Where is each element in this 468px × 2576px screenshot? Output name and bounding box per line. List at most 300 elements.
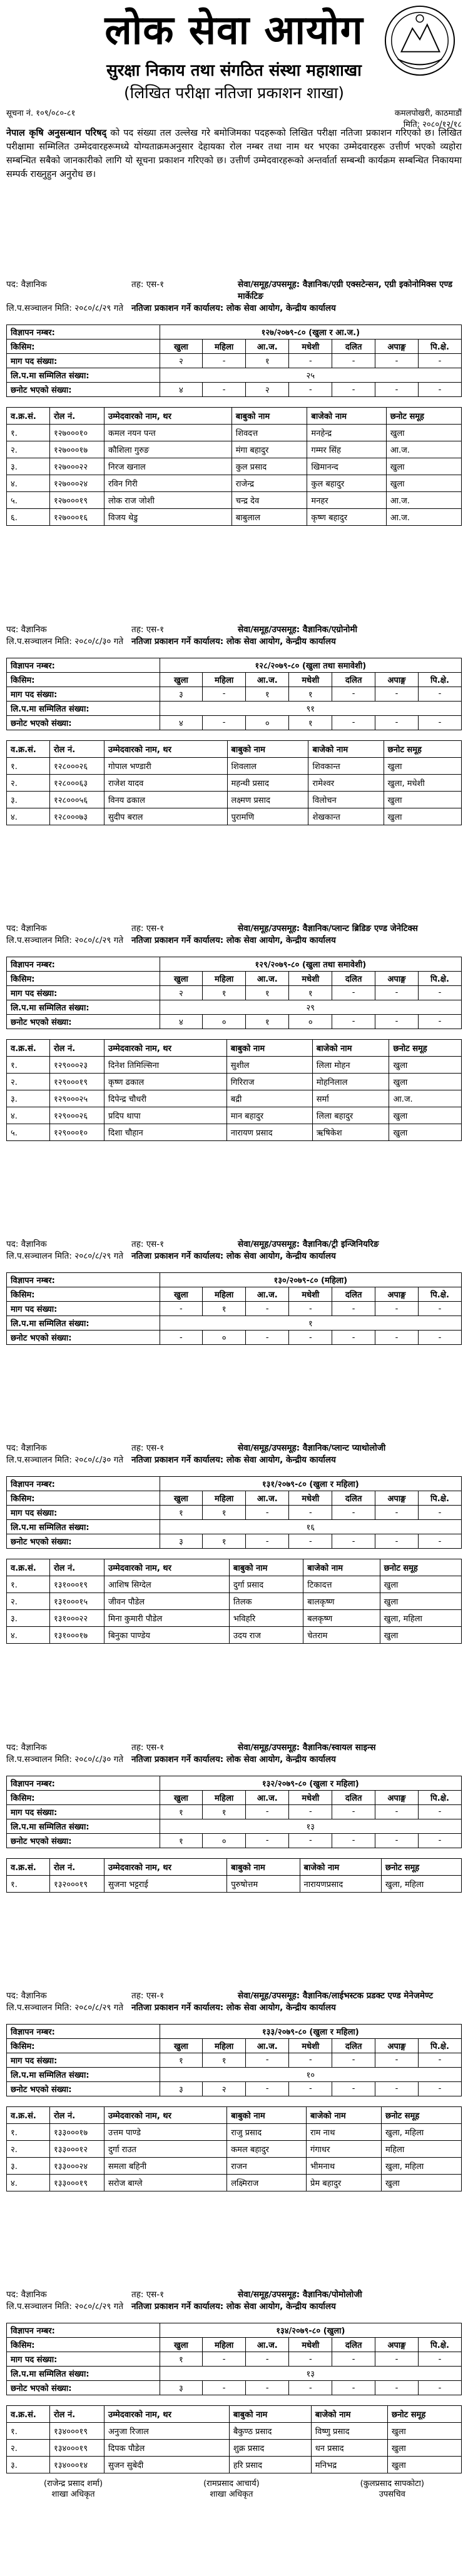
grandfather-cell: राजु प्रसाद xyxy=(227,2123,307,2140)
passed-label: छनोट भएको संख्या: xyxy=(7,1014,160,1029)
table-row xyxy=(7,441,462,458)
ad-number-label: विज्ञापन नम्बर: xyxy=(7,2323,160,2338)
passed-value: - xyxy=(418,1534,461,1549)
name-cell: आशिष सिग्देल xyxy=(104,1576,230,1593)
father-cell: विलोचन xyxy=(308,791,384,808)
passed-value: - xyxy=(332,715,375,730)
attended-value: १३ xyxy=(160,2367,461,2381)
passed-value: - xyxy=(246,1534,289,1549)
passed-row xyxy=(7,1014,462,1029)
roll-cell: १३१०००१५ xyxy=(50,1593,104,1610)
group-cell: खुला xyxy=(389,1107,462,1124)
col-group: छनोट समूह xyxy=(387,2406,461,2423)
category-header: दलित xyxy=(332,340,375,354)
group-cell: महिला xyxy=(381,2140,461,2157)
passed-value: ४ xyxy=(160,1014,203,1029)
father-cell: नारायणप्रसाद xyxy=(300,1875,381,1892)
col-grandfather: बाबुको नाम xyxy=(227,740,308,757)
roll-cell: १३३०००२४ xyxy=(50,2157,104,2174)
result-office-field: नतिजा प्रकाशन गर्ने कार्यालय: लोक सेवा आयोग, केन्द्रीय कार्यालय xyxy=(131,1251,336,1261)
roll-cell: १२७०००१० xyxy=(50,425,104,441)
roll-cell: १३१०००२२ xyxy=(50,1610,104,1627)
category-header: दलित xyxy=(332,1491,375,1506)
service-field: सेवा/समूह/उपसमूह: वैज्ञानिक/स्वायल साइन्स xyxy=(238,1742,376,1753)
group-cell: आ.ज. xyxy=(389,1090,462,1107)
father-cell: विष्णु प्रसाद xyxy=(311,2423,387,2440)
posts-label: माग पद संख्या: xyxy=(7,354,160,368)
category-header: महिला xyxy=(203,340,246,354)
candidate-header-row xyxy=(7,1858,462,1875)
category-header: आ.ज. xyxy=(246,971,289,985)
passed-value: - xyxy=(289,1331,332,1345)
passed-value: - xyxy=(289,2081,332,2096)
attended-row xyxy=(7,368,462,383)
serial-cell: ३. xyxy=(7,2457,50,2473)
roll-cell: १२७०००२४ xyxy=(50,475,104,492)
serial-cell: १. xyxy=(7,2123,50,2140)
col-name: उम्मेदवारको नाम, थर xyxy=(104,740,228,757)
result-office-field: नतिजा प्रकाशन गर्ने कार्यालय: लोक सेवा आयोग, केन्द्रीय कार्यालय xyxy=(131,2002,336,2013)
father-cell: राम नाथ xyxy=(307,2123,382,2140)
col-serial: व.क्र.सं. xyxy=(7,1858,50,1875)
grandfather-cell: उदय राज xyxy=(229,1627,303,1644)
father-cell: शेखकान्त xyxy=(308,808,384,825)
result-office-field: नतिजा प्रकाशन गर्ने कार्यालय: लोक सेवा आयोग, केन्द्रीय कार्यालय xyxy=(131,636,336,647)
posts-value: - xyxy=(418,1302,461,1316)
exam-info-line xyxy=(6,1754,462,1766)
posts-value: - xyxy=(289,1506,332,1520)
posts-value: - xyxy=(203,2352,246,2367)
passed-label: छनोट भएको संख्या: xyxy=(7,2381,160,2395)
posts-value: - xyxy=(246,1302,289,1316)
ad-number-row xyxy=(7,2323,462,2338)
category-header: पि.क्षे. xyxy=(418,1287,461,1302)
post-info-line xyxy=(6,1442,462,1454)
exam-info-line xyxy=(6,1250,462,1262)
group-cell: खुला xyxy=(386,458,461,475)
grandfather-cell: राजन xyxy=(227,2157,307,2174)
passed-value: ३ xyxy=(160,2381,203,2395)
posts-row xyxy=(7,354,462,368)
grandfather-cell: मंगा बहादुर xyxy=(231,441,307,458)
passed-value: २ xyxy=(246,383,289,397)
vacancy-table xyxy=(6,658,462,730)
category-header: मधेशी xyxy=(289,2038,332,2053)
result-office-field: नतिजा प्रकाशन गर्ने कार्यालय: लोक सेवा आयोग, केन्द्रीय कार्यालय xyxy=(131,303,336,314)
name-cell: विजय थेडु xyxy=(104,509,232,526)
table-row xyxy=(7,808,462,825)
roll-cell: १२९०००२३ xyxy=(50,1056,104,1073)
posts-value: १ xyxy=(160,1506,203,1520)
name-cell: सुजन सुबेदी xyxy=(104,2457,230,2473)
grandfather-cell: सुशील xyxy=(226,1056,312,1073)
exam-info-line xyxy=(6,2301,462,2313)
posts-value: - xyxy=(289,1804,332,1819)
col-group: छनोट समूह xyxy=(389,1039,462,1056)
vacancy-table xyxy=(6,2024,462,2096)
roll-cell: १३२०००१९ xyxy=(50,1875,104,1892)
father-cell: मनहेन्द्र xyxy=(307,425,386,441)
group-cell: खुला xyxy=(380,1627,461,1644)
candidate-header-row xyxy=(7,740,462,757)
attended-label: लि.प.मा सम्मिलित संख्या: xyxy=(7,1520,160,1534)
name-cell: दिपेन्द्र चौधरी xyxy=(104,1090,227,1107)
candidate-header-row xyxy=(7,1559,462,1576)
passed-value: - xyxy=(418,715,461,730)
father-cell: मनिभद्र xyxy=(311,2457,387,2473)
posts-value: - xyxy=(375,1506,419,1520)
name-cell: निरज खनाल xyxy=(104,458,232,475)
attended-row xyxy=(7,1819,462,1833)
result-office-field: नतिजा प्रकाशन गर्ने कार्यालय: लोक सेवा आयोग, केन्द्रीय कार्यालय xyxy=(131,1455,336,1466)
group-cell: खुला xyxy=(386,475,461,492)
name-cell: जीवन पौडेल xyxy=(104,1593,230,1610)
passed-value: - xyxy=(289,2381,332,2395)
posts-row xyxy=(7,985,462,1000)
passed-value: ० xyxy=(289,1014,332,1029)
passed-value: ० xyxy=(203,1833,246,1848)
result-section xyxy=(6,1742,462,1893)
category-header: मधेशी xyxy=(289,971,332,985)
roll-cell: १२८०००५६ xyxy=(50,791,104,808)
level-field: तह: एस-१ xyxy=(131,279,165,290)
father-cell: शिवकान्त xyxy=(308,757,384,774)
serial-cell: २. xyxy=(7,774,50,791)
grandfather-cell: तिलक xyxy=(229,1593,303,1610)
passed-row xyxy=(7,1331,462,1345)
col-group: छनोट समूह xyxy=(384,740,461,757)
col-group: छनोट समूह xyxy=(380,1559,461,1576)
table-row xyxy=(7,2174,462,2191)
col-name: उम्मेदवारको नाम, थर xyxy=(104,2406,230,2423)
passed-row xyxy=(7,2081,462,2096)
category-header: पि.क्षे. xyxy=(418,672,461,687)
vacancy-table xyxy=(6,1476,462,1549)
posts-value: २ xyxy=(160,985,203,1000)
father-cell: मोहनिलाल xyxy=(312,1073,389,1090)
father-cell: धन प्रसाद xyxy=(311,2440,387,2457)
passed-value: - xyxy=(418,2381,461,2395)
intro-org: नेपाल कृषि अनुसन्धान परिषद् xyxy=(6,128,107,138)
father-cell: मनहर xyxy=(307,492,386,509)
name-cell: मिना कुमारी पौडेल xyxy=(104,1610,230,1627)
passed-value: - xyxy=(418,383,461,397)
roll-cell: १२७०००१६ xyxy=(50,509,104,526)
table-row xyxy=(7,425,462,441)
grandfather-cell: चन्द्र देव xyxy=(231,492,307,509)
signatory-name: (राजेन्द्र प्रसाद शर्मा) xyxy=(44,2479,103,2488)
category-header: दलित xyxy=(332,672,375,687)
category-header: महिला xyxy=(203,1287,246,1302)
ad-number-row xyxy=(7,2024,462,2038)
name-cell: प्रदिप थापा xyxy=(104,1107,227,1124)
passed-value: - xyxy=(375,1833,419,1848)
post-field: पद: वैज्ञानिक xyxy=(6,624,47,635)
col-roll: रोल नं. xyxy=(50,2406,104,2423)
posts-value: २ xyxy=(160,354,203,368)
group-cell: खुला, मधेशी xyxy=(384,774,461,791)
name-cell: सुजना भट्टराई xyxy=(104,1875,227,1892)
serial-cell: ३. xyxy=(7,791,50,808)
ad-number-value: १३१/२०७९-८० (खुला र महिला) xyxy=(160,1477,461,1491)
category-header: खुला xyxy=(160,1287,203,1302)
category-header: पि.क्षे. xyxy=(418,340,461,354)
table-row xyxy=(7,1875,462,1892)
passed-label: छनोट भएको संख्या: xyxy=(7,715,160,730)
posts-value: - xyxy=(289,2352,332,2367)
group-cell: खुला xyxy=(384,791,461,808)
roll-cell: १२९०००२५ xyxy=(50,1090,104,1107)
father-cell: भीमनाथ xyxy=(307,2157,382,2174)
name-cell: सुदीप बराल xyxy=(104,808,228,825)
exam-date-field: लि.प.सञ्चालन मिति: २०८०/८/२९ गते xyxy=(6,2302,124,2312)
table-row xyxy=(7,1090,462,1107)
group-cell: खुला xyxy=(387,2457,461,2473)
posts-value: - xyxy=(332,2352,375,2367)
grandfather-cell: बाबुलाल xyxy=(231,509,307,526)
posts-value: - xyxy=(289,1302,332,1316)
name-cell: राजेश यादव xyxy=(104,774,228,791)
serial-cell: १. xyxy=(7,1056,50,1073)
passed-value: १ xyxy=(160,1833,203,1848)
category-header: खुला xyxy=(160,2038,203,2053)
col-group: छनोट समूह xyxy=(381,1858,461,1875)
post-field: पद: वैज्ञानिक xyxy=(6,1239,47,1249)
name-cell: समला बहिनी xyxy=(104,2157,227,2174)
grandfather-cell: शिवलाल xyxy=(227,757,308,774)
col-name: उम्मेदवारको नाम, थर xyxy=(104,1559,230,1576)
name-cell: दिनेश तिमिल्सिना xyxy=(104,1056,227,1073)
passed-value: - xyxy=(332,2381,375,2395)
signatory-role: शाखा अधिकृत xyxy=(51,2490,95,2499)
posts-value: - xyxy=(332,1506,375,1520)
roll-cell: १३१०००१७ xyxy=(50,1627,104,1644)
result-section xyxy=(6,279,462,526)
group-cell: आ.ज. xyxy=(386,509,461,526)
posts-value: १ xyxy=(289,985,332,1000)
serial-cell: ५. xyxy=(7,1124,50,1140)
exam-info-line xyxy=(6,2002,462,2014)
candidate-table xyxy=(6,2106,462,2191)
level-field: तह: एस-१ xyxy=(131,1742,165,1753)
attended-label: लि.प.मा सम्मिलित संख्या: xyxy=(7,1000,160,1014)
level-field: तह: एस-१ xyxy=(131,1239,165,1249)
service-field: सेवा/समूह/उपसमूह: वैज्ञानिक/प्लान्ट ब्रिडिङ एण्ड जेनेटिक्स xyxy=(238,923,418,933)
col-father: बाजेको नाम xyxy=(308,740,384,757)
exam-info-line xyxy=(6,1454,462,1466)
father-cell: बलकृष्ण xyxy=(303,1610,380,1627)
exam-date-field: लि.प.सञ्चालन मिति: २०८०/८/३० गते xyxy=(6,1455,124,1466)
serial-cell: ५. xyxy=(7,492,50,509)
col-serial: व.क्र.सं. xyxy=(7,2106,50,2123)
col-father: बाजेको नाम xyxy=(311,2406,387,2423)
attended-row xyxy=(7,701,462,715)
name-cell: दिपक पौडेल xyxy=(104,2440,230,2457)
candidate-header-row xyxy=(7,2406,462,2423)
passed-value: - xyxy=(160,1331,203,1345)
passed-row xyxy=(7,383,462,397)
serial-cell: ६. xyxy=(7,509,50,526)
attended-label: लि.प.मा सम्मिलित संख्या: xyxy=(7,1316,160,1331)
posts-label: माग पद संख्या: xyxy=(7,1302,160,1316)
posts-label: माग पद संख्या: xyxy=(7,2352,160,2367)
posts-value: - xyxy=(375,1804,419,1819)
ad-number-label: विज्ञापन नम्बर: xyxy=(7,2024,160,2038)
roll-cell: १३४०००१९ xyxy=(50,2423,104,2440)
type-label: किसिम: xyxy=(7,672,160,687)
serial-cell: ३. xyxy=(7,458,50,475)
posts-value: - xyxy=(375,687,419,701)
father-cell: टिकादत्त xyxy=(303,1576,380,1593)
group-cell: खुला xyxy=(381,2174,461,2191)
serial-cell: १. xyxy=(7,757,50,774)
ad-number-row xyxy=(7,957,462,971)
posts-value: - xyxy=(332,1302,375,1316)
attended-value: १६ xyxy=(160,1520,461,1534)
col-grandfather: बाबुको नाम xyxy=(227,1858,300,1875)
posts-value: - xyxy=(289,2053,332,2067)
passed-value: - xyxy=(332,1014,375,1029)
grandfather-cell: बैकुण्ठ प्रसाद xyxy=(229,2423,311,2440)
table-row xyxy=(7,1627,462,1644)
ad-number-label: विज्ञापन नम्बर: xyxy=(7,957,160,971)
passed-row xyxy=(7,1833,462,1848)
roll-cell: १३१०००१९ xyxy=(50,1576,104,1593)
division-title: सुरक्षा निकाय तथा संगठित संस्था महाशाखा xyxy=(106,61,362,80)
passed-value: १ xyxy=(289,715,332,730)
roll-cell: १३४०००१९ xyxy=(50,2440,104,2457)
posts-value: १ xyxy=(203,2053,246,2067)
vacancy-table xyxy=(6,325,462,397)
passed-value: - xyxy=(418,2081,461,2096)
posts-value: - xyxy=(246,2053,289,2067)
roll-cell: १२८०००६३ xyxy=(50,774,104,791)
roll-cell: १२९०००१९ xyxy=(50,1073,104,1090)
candidate-table xyxy=(6,1039,462,1141)
table-row xyxy=(7,1610,462,1627)
father-cell: सर्मा xyxy=(312,1090,389,1107)
category-header: महिला xyxy=(203,1491,246,1506)
attended-value: २५ xyxy=(160,368,461,383)
type-label: किसिम: xyxy=(7,971,160,985)
passed-value: ४ xyxy=(160,383,203,397)
attended-label: लि.प.मा सम्मिलित संख्या: xyxy=(7,1819,160,1833)
category-header: मधेशी xyxy=(289,1491,332,1506)
father-cell: गम्मर सिंह xyxy=(307,441,386,458)
category-header: महिला xyxy=(203,2338,246,2352)
posts-value: १ xyxy=(203,985,246,1000)
passed-label: छनोट भएको संख्या: xyxy=(7,1833,160,1848)
service-field: सेवा/समूह/उपसमूह: वैज्ञानिक/एग्रोनोमी xyxy=(238,624,357,635)
category-header: दलित xyxy=(332,1287,375,1302)
category-header: अपाङ्ग xyxy=(375,2338,419,2352)
col-serial: व.क्र.सं. xyxy=(7,1039,50,1056)
candidate-table xyxy=(6,1858,462,1893)
category-header-row xyxy=(7,2038,462,2053)
category-header-row xyxy=(7,971,462,985)
col-father: बाजेको नाम xyxy=(312,1039,389,1056)
passed-label: छनोट भएको संख्या: xyxy=(7,2081,160,2096)
posts-value: १ xyxy=(203,1804,246,1819)
passed-value: - xyxy=(418,1014,461,1029)
signatory-name: (रामप्रसाद आचार्य) xyxy=(203,2479,260,2488)
result-section xyxy=(6,1442,462,1644)
posts-value: - xyxy=(246,1804,289,1819)
notice-meta xyxy=(6,107,462,118)
serial-cell: ४. xyxy=(7,808,50,825)
signatory xyxy=(360,2478,424,2500)
grandfather-cell: पुरामणि xyxy=(227,808,308,825)
passed-value: १ xyxy=(246,1014,289,1029)
father-cell: ऋषिकेश xyxy=(312,1124,389,1140)
posts-value: - xyxy=(375,2352,419,2367)
passed-value: ३ xyxy=(160,2081,203,2096)
grandfather-cell: कमल बहादुर xyxy=(227,2140,307,2157)
category-header: दलित xyxy=(332,1790,375,1804)
category-header: दलित xyxy=(332,2338,375,2352)
ad-number-row xyxy=(7,325,462,340)
roll-cell: १२८०००७३ xyxy=(50,808,104,825)
post-info-line xyxy=(6,1742,462,1754)
attended-label: लि.प.मा सम्मिलित संख्या: xyxy=(7,701,160,715)
posts-value: - xyxy=(289,354,332,368)
serial-cell: १. xyxy=(7,2423,50,2440)
category-header: पि.क्षे. xyxy=(418,971,461,985)
attended-label: लि.प.मा सम्मिलित संख्या: xyxy=(7,368,160,383)
group-cell: खुला xyxy=(384,808,461,825)
attended-row xyxy=(7,1316,462,1331)
category-header: खुला xyxy=(160,340,203,354)
serial-cell: ३. xyxy=(7,1610,50,1627)
name-cell: गोपाल भण्डारी xyxy=(104,757,228,774)
category-header-row xyxy=(7,1287,462,1302)
vacancy-table xyxy=(6,2323,462,2395)
ad-number-row xyxy=(7,658,462,672)
post-field: पद: वैज्ञानिक xyxy=(6,2290,47,2300)
candidate-header-row xyxy=(7,2106,462,2123)
ad-number-label: विज्ञापन नम्बर: xyxy=(7,1477,160,1491)
signatory-name: (कुलप्रसाद सापकोटा) xyxy=(360,2479,424,2488)
group-cell: आ.ज. xyxy=(386,492,461,509)
name-cell: उत्तम पाण्डे xyxy=(104,2123,227,2140)
type-label: किसिम: xyxy=(7,1287,160,1302)
passed-label: छनोट भएको संख्या: xyxy=(7,1331,160,1345)
col-group: छनोट समूह xyxy=(386,408,461,425)
ad-number-value: १२९/२०७९-८० (खुला तथा समावेशी) xyxy=(160,957,461,971)
posts-value: - xyxy=(418,1506,461,1520)
father-cell: बालकृष्ण xyxy=(303,1593,380,1610)
roll-cell: १३३०००१७ xyxy=(50,2123,104,2140)
posts-value: १ xyxy=(160,2053,203,2067)
category-header: अपाङ्ग xyxy=(375,672,419,687)
table-row xyxy=(7,1073,462,1090)
candidate-table xyxy=(6,407,462,526)
serial-cell: २. xyxy=(7,2440,50,2457)
passed-value: - xyxy=(375,1331,419,1345)
father-cell: गंगाधर xyxy=(307,2140,382,2157)
posts-value: - xyxy=(418,2053,461,2067)
posts-value: १ xyxy=(203,1506,246,1520)
passed-value: ० xyxy=(246,715,289,730)
result-section xyxy=(6,624,462,825)
father-cell: प्रेम बहादुर xyxy=(307,2174,382,2191)
roll-cell: १२७०००१९ xyxy=(50,492,104,509)
category-header: पि.क्षे. xyxy=(418,2038,461,2053)
attended-row xyxy=(7,1000,462,1014)
category-header: अपाङ्ग xyxy=(375,1491,419,1506)
ad-number-value: १३२/२०७९-८० (खुला र महिला) xyxy=(160,1776,461,1790)
roll-cell: १३३०००१२ xyxy=(50,2140,104,2157)
